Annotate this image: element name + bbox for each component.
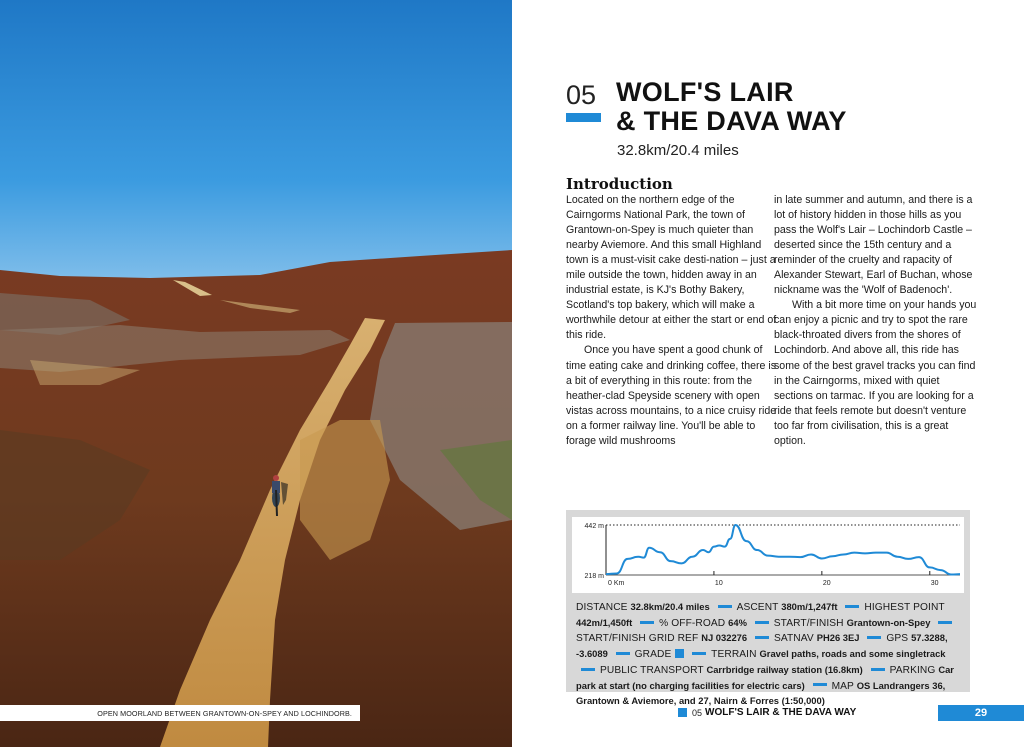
fact-value: PH26 3EJ	[816, 632, 860, 644]
separator-dash	[755, 636, 769, 639]
footer-route-title: WOLF'S LAIR & THE DAVA WAY	[705, 707, 857, 718]
fact-value: OS Landrangers 36, Grantown & Aviemore, and 27, Nairn & Forres (1:50,000)	[576, 679, 946, 707]
x-tick-label: 10	[714, 580, 723, 587]
footer-route-number: 05	[692, 707, 703, 718]
photo-caption: OPEN MOORLAND BETWEEN GRANTOWN-ON-SPEY AND LOCHINDORB.	[0, 705, 360, 721]
intro-column-2	[774, 193, 978, 449]
fact-label: START/FINISH	[773, 617, 847, 629]
separator-dash	[845, 605, 859, 608]
intro-paragraph-2: Once you have spent a good chunk of time eating cake and drinking coffee, there is a bit of everything in this route: from the heather-clad Speyside scenery with open vistas across mountains, to a nice cruisy ride on a former railway line. You'll be able to forage wild mushrooms	[566, 344, 777, 447]
route-info-box	[566, 510, 970, 707]
running-footer	[678, 707, 856, 718]
elevation-line	[606, 525, 960, 575]
fact-value: 442m/1,450ft	[576, 616, 633, 628]
fact-label: HIGHEST POINT	[864, 602, 945, 613]
elevation-chart-svg	[572, 517, 964, 593]
separator-dash	[871, 668, 885, 671]
fact-value: 64%	[728, 616, 747, 628]
fact-label: SATNAV	[773, 633, 817, 645]
route-number-accent-bar	[566, 113, 601, 122]
separator-dash	[581, 668, 595, 671]
fact-value: Car park at start (no charging facilities for electric cars)	[576, 663, 954, 691]
fact-label: % OFF-ROAD	[659, 617, 729, 629]
fact-label: DISTANCE	[576, 602, 631, 613]
x-tick-label: 0 Km	[608, 580, 625, 587]
fact-label: MAP	[831, 680, 857, 692]
separator-dash	[692, 652, 706, 655]
intro-column-1	[566, 193, 778, 449]
fact-value: Carrbridge railway station (16.8km)	[706, 663, 863, 675]
y-tick-label: 218 m	[584, 573, 604, 580]
separator-dash	[616, 652, 630, 655]
fact-value: 380m/1,247ft	[781, 601, 838, 612]
fact-value: Gravel paths, roads and some singletrack	[759, 648, 946, 660]
fact-value: NJ 032276	[701, 632, 748, 644]
separator-dash	[813, 683, 827, 686]
fact-label: ASCENT	[736, 602, 782, 613]
separator-dash	[867, 636, 881, 639]
separator-dash	[640, 621, 654, 624]
separator-dash	[938, 621, 952, 624]
intro-paragraph-3: With a bit more time on your hands you can enjoy a picnic and try to spot the rare black-throated divers from the shores of Lochindorb. And above all, this ride has some of the best gravel tracks you can find in the Cairngorms, mixed with quiet sections on tarmac. If you are looking for a ride that feels remote but doesn't venture too far from civilisation, this is a great option.	[774, 299, 977, 447]
grade-blue-square-icon	[675, 649, 684, 658]
fact-value: 57.3288, -3.6089	[576, 632, 948, 660]
page-number: 29	[938, 705, 1024, 721]
elevation-profile-chart	[572, 517, 964, 593]
fact-value: Grantown-on-Spey	[846, 616, 931, 628]
x-tick-label: 20	[822, 580, 831, 587]
separator-dash	[755, 621, 769, 624]
fact-label: TERRAIN	[711, 649, 760, 661]
route-distance: 32.8km/20.4 miles	[617, 142, 739, 159]
fact-label: PARKING	[889, 664, 939, 676]
fact-label: START/FINISH GRID REF	[576, 633, 702, 645]
intro-paragraph-2-continued: in late summer and autumn, and there is a lot of history hidden in those hills as you pass the Wolf's Lair – Lochindorb Castle – deserted since the 15th century and a reminder of the cruelty and rapacity of Alexander Stewart, Earl of Buchan, whose nickname was the 'Wolf of Badenoch'.	[774, 194, 973, 297]
y-tick-label: 442 m	[584, 523, 604, 530]
route-facts	[576, 600, 966, 710]
route-title-line1: WOLF'S LAIR	[616, 77, 794, 107]
route-title-line2: & THE DAVA WAY	[616, 106, 847, 136]
fact-value: 32.8km/20.4 miles	[630, 601, 710, 612]
x-tick-label: 30	[930, 580, 939, 587]
intro-paragraph-1: Located on the northern edge of the Cairngorms National Park, the town of Grantown-on-Spey is much quieter than nearby Aviemore. And this small Highland town is a must-visit cake desti-nation – just a mile outside the town, hidden away in an industrial estate, is KJ's Bothy Bakery, Scotland's top bakery, which will make a worthwhile detour at either the start or end of this ride.	[566, 194, 777, 342]
route-title	[616, 78, 847, 136]
separator-dash	[718, 605, 732, 608]
fact-label: PUBLIC TRANSPORT	[600, 664, 707, 676]
fact-label: GRADE	[634, 649, 675, 661]
route-number: 05	[566, 80, 597, 110]
footer-accent-square	[678, 708, 687, 717]
intro-heading: Introduction	[566, 175, 673, 193]
fact-label: GPS	[886, 633, 912, 645]
